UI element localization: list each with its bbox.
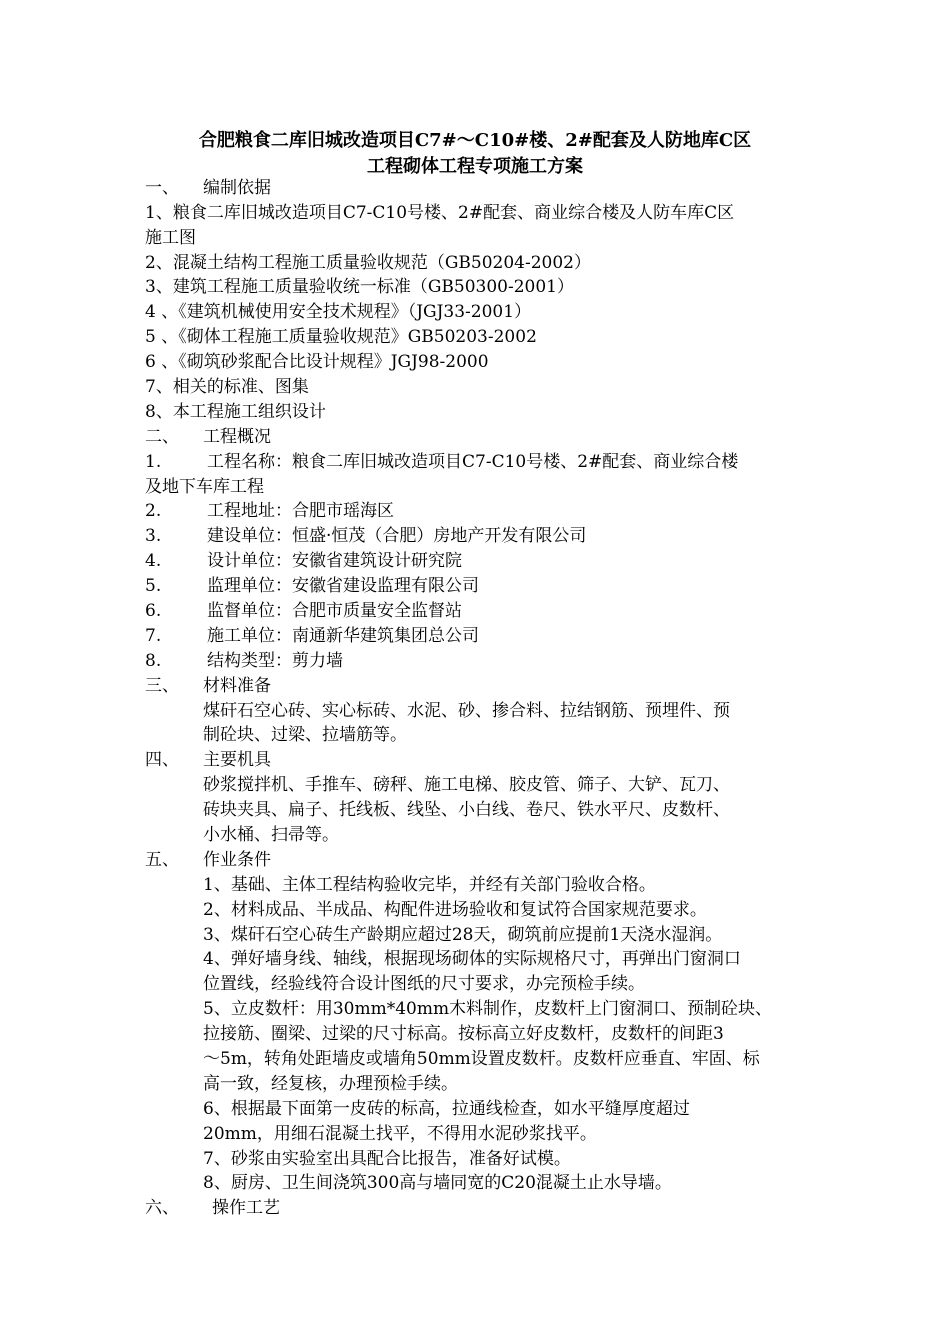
section5-line: 5、立皮数杆：用30mm*40mm木料制作，皮数杆上门窗洞口、预制砼块、 xyxy=(203,999,773,1019)
section6-heading: 操作工艺 xyxy=(212,1198,280,1218)
section5-number: 五、 xyxy=(145,850,179,870)
section5-line: 7、砂浆由实验室出具配合比报告，准备好试模。 xyxy=(203,1149,571,1169)
section5-line: 位置线，经验线符合设计图纸的尺寸要求，办完预检手续。 xyxy=(203,974,645,994)
section2-item: 5. 监理单位：安徽省建设监理有限公司 xyxy=(145,576,479,596)
section2-item: 8. 结构类型：剪力墙 xyxy=(145,651,343,671)
section1-item: 7、相关的标准、图集 xyxy=(145,377,309,397)
section6-heading-row xyxy=(145,1197,280,1219)
section5-line: 拉接筋、圈梁、过梁的尺寸标高。按标高立好皮数杆，皮数杆的间距3 xyxy=(203,1024,724,1044)
section5-line: 4、弹好墙身线、轴线，根据现场砌体的实际规格尺寸，再弹出门窗洞口 xyxy=(203,949,741,969)
section2-item: 4. 设计单位：安徽省建筑设计研究院 xyxy=(145,551,462,571)
section2-item: 3. 建设单位：恒盛·恒茂（合肥）房地产开发有限公司 xyxy=(145,526,587,546)
section4-number: 四、 xyxy=(145,750,179,770)
section1-item: 8、本工程施工组织设计 xyxy=(145,402,326,422)
section1-item: 6 、《砌筑砂浆配合比设计规程》JGJ98-2000 xyxy=(145,352,489,372)
section5-line: 20mm，用细石混凝土找平，不得用水泥砂浆找平。 xyxy=(203,1124,597,1144)
section1-number: 一、 xyxy=(145,178,179,198)
section5-line: 1、基础、主体工程结构验收完毕，并经有关部门验收合格。 xyxy=(203,875,656,895)
section4-heading-row xyxy=(145,749,271,771)
document-title-line2: 工程砌体工程专项施工方案 xyxy=(367,156,583,177)
section3-number: 三、 xyxy=(145,676,179,696)
section4-line: 砂浆搅拌机、手推车、磅秤、施工电梯、胶皮管、筛子、大铲、瓦刀、 xyxy=(203,775,730,795)
section3-heading-row xyxy=(145,675,271,697)
section5-heading: 作业条件 xyxy=(203,850,271,870)
section3-heading: 材料准备 xyxy=(203,676,271,696)
section2-item: 6. 监督单位：合肥市质量安全监督站 xyxy=(145,601,462,621)
document-title-line1: 合肥粮食二库旧城改造项目C7#～C10#楼、2#配套及人防地库C区 xyxy=(198,130,752,151)
section2-item: 1. 工程名称：粮食二库旧城改造项目C7-C10号楼、2#配套、商业综合楼 xyxy=(145,452,739,472)
section1-item: 4 、《建筑机械使用安全技术规程》（JGJ33-2001） xyxy=(145,302,532,322)
section4-line: 砖块夹具、扁子、托线板、线坠、小白线、卷尺、铁水平尺、皮数杆、 xyxy=(203,800,730,820)
section5-line: 8、厨房、卫生间浇筑300高与墙同宽的C20混凝土止水导墙。 xyxy=(203,1173,672,1193)
section5-line: 2、材料成品、半成品、构配件进场验收和复试符合国家规范要求。 xyxy=(203,900,707,920)
section1-item: 1、粮食二库旧城改造项目C7-C10号楼、2#配套、商业综合楼及人防车库C区 xyxy=(145,203,735,223)
section2-number: 二、 xyxy=(145,427,179,447)
section5-line: ～5m，转角处距墙皮或墙角50mm设置皮数杆。皮数杆应垂直、牢固、标 xyxy=(203,1049,760,1069)
section6-number: 六、 xyxy=(145,1198,179,1218)
section5-line: 高一致，经复核，办理预检手续。 xyxy=(203,1074,458,1094)
section2-heading: 工程概况 xyxy=(203,427,271,447)
section5-line: 3、煤矸石空心砖生产龄期应超过28天，砌筑前应提前1天浇水湿润。 xyxy=(203,925,723,945)
section2-heading-row xyxy=(145,426,271,448)
section1-heading: 编制依据 xyxy=(203,178,271,198)
section3-line: 制砼块、过梁、拉墙筋等。 xyxy=(203,725,407,745)
section1-item: 2、混凝土结构工程施工质量验收规范（GB50204-2002） xyxy=(145,253,591,273)
section1-heading-row xyxy=(145,177,271,199)
section2-item: 及地下车库工程 xyxy=(145,477,264,497)
section5-heading-row xyxy=(145,849,271,871)
section2-item: 2. 工程地址：合肥市瑶海区 xyxy=(145,501,394,521)
section3-line: 煤矸石空心砖、实心标砖、水泥、砂、掺合料、拉结钢筋、预埋件、预 xyxy=(203,701,730,721)
section4-heading: 主要机具 xyxy=(203,750,271,770)
section5-line: 6、根据最下面第一皮砖的标高，拉通线检查，如水平缝厚度超过 xyxy=(203,1099,690,1119)
section1-item: 施工图 xyxy=(145,228,196,248)
section1-item: 3、建筑工程施工质量验收统一标准（GB50300-2001） xyxy=(145,277,574,297)
section4-line: 小水桶、扫帚等。 xyxy=(203,825,339,845)
section1-item: 5 、《砌体工程施工质量验收规范》GB50203-2002 xyxy=(145,327,537,347)
section2-item: 7. 施工单位：南通新华建筑集团总公司 xyxy=(145,626,479,646)
